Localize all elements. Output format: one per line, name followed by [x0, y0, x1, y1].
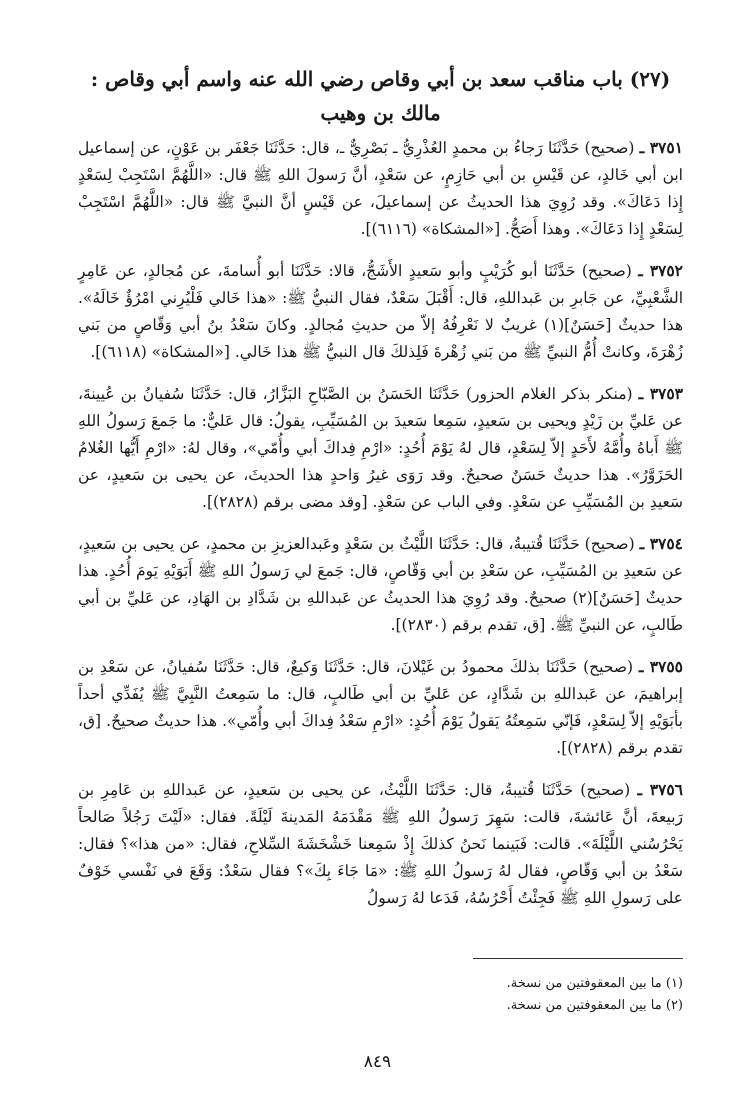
hadith-3751 — [78, 134, 683, 243]
hadith-text: (صحيح) حَدَّثَنَا قُتيبةُ، قال: حَدَّثَنَا اللَّيْثُ، عن يحيى بن سَعيدٍ، عن عَبداللهِ بن عَامِرِ بن رَبيعةَ، أنَّ عَائشةَ، قالت: سَهِرَ رَسولُ اللهِ ﷺ مَقْدَمَهُ المَدينةَ لَيْلَةً. فقال: «لَيْتَ رَجُلاً صَالحاً يَحْرُسُني اللَّيْلَةَ». قالت: فَبَينما نَحنُ كذلكَ إِذْ سَمِعنا خَشْخَشَةَ السِّلاحِ، فقال: «من هذا»؟ فقال: سَعْدُ بن أبي وَقّاصٍ، فقال لهُ رَسولُ اللهِ ﷺ: «مَا جَاءَ بِكَ»؟ فقال سَعْدٌ: وَقَعَ في نَفْسي خَوْفٌ على رَسولِ اللهِ ﷺ فَجِئْتُ أَحْرُسُهُ، فَدَعا لهُ رَسولُ — [78, 781, 683, 907]
footnote-divider — [473, 958, 683, 959]
hadith-number: ٣٧٥٣ ـ — [638, 384, 683, 403]
hadith-number: ٣٧٥٦ ـ — [637, 780, 683, 799]
hadith-text: (صحيح) حَدَّثَنَا قُتيبةُ، قال: حَدَّثَنَا اللَّيْثُ بن سَعْدٍ وعَبدالعزيزِ بن محمدٍ، عن يحيى بن سَعيدٍ، عن سَعيدِ بن المُسَيِّبِ، عن سَعْدِ بن أبي وَقّاصٍ، قال: جَمعَ لي رَسولُ اللهِ ﷺ أَبَوَيْهِ يَومَ أُحُدٍ. هذا حديثٌ [حَسَنٌ](٢) صحيحٌ. وقد رُوِيَ هذا الحديثُ عن عَبداللهِ بن شَدَّادِ بن الهَادِ، عن عَليِّ بن أبي طَالبٍ، عن النبيِّ ﷺ. [ق، تقدم برقم (٢٨٣٠)]. — [78, 535, 683, 634]
chapter-title: (٢٧) باب مناقب سعد بن أبي وقاص رضي الله عنه واسم أبي وقاص : مالك بن وهيب — [90, 67, 671, 125]
hadith-number: ٣٧٥٥ ـ — [638, 657, 683, 676]
hadith-3754 — [78, 530, 683, 639]
hadith-3752 — [78, 257, 683, 366]
hadith-3755 — [78, 653, 683, 762]
hadith-text: (صحيح) حَدَّثَنَا بذلكَ محمودُ بن غَيْلانَ، قال: حَدَّثَنَا وَكيعٌ، قال: حَدَّثَنَا سُفيانُ، عن سَعْدِ بن إبراهيمَ، عن عَبداللهِ بن شَدَّادٍ، عن عَليِّ بن أبي طَالبٍ، قال: ما سَمِعتُ النَّبِيَّ ﷺ يُفَدِّي أحداً بأبَوَيْهِ إلاّ لِسَعْدٍ، فَإنّي سَمِعتُهُ يَقولُ يَوْمَ أُحُدٍ: «ارْمِ سَعْدُ فِداكَ أبي وأُمّي». هذا حديثٌ صحيحٌ. [ق، تقدم برقم (٢٨٢٨)]. — [78, 658, 683, 757]
hadith-3753 — [78, 380, 683, 516]
hadith-text: (صحيح) حَدَّثَنَا رَجاءُ بن محمدٍ العُذْرِيُّ ـ بَصْرِيٌّ ـ، قال: حَدَّثَنَا جَعْفَر بن عَوْنٍ، عن إسماعيل ابن أبي خَالدٍ، عن قَيْسِ بن أبي حَازِمٍ، عن سَعْدٍ، أنَّ رَسولَ اللهِ ﷺ قال: «اللَّهُمَّ اسْتَجِبْ لِسَعْدٍ إِذا دَعَاكَ». وقد رُوِيَ هذا الحديثُ عن إسماعيلَ، عن قَيْسٍ أنَّ النبيَّ ﷺ قال: «اللَّهُمَّ اسْتَجِبْ لِسَعْدٍ إِذا دَعَاكَ». وهذا أَصَحُّ. [«المشكاة» (٦١١٦)]. — [78, 139, 683, 238]
hadith-number: ٣٧٥٤ ـ — [639, 534, 684, 553]
hadith-number: ٣٧٥٢ ـ — [638, 261, 683, 280]
hadith-text: (صحيح) حَدَّثَنَا أبو كُرَيْبٍ وأبو سَعيدٍ الأَشَجُّ، قالا: حَدَّثَنَا أبو أُسامةَ، عن مُجالدٍ، عن عَامِرٍ الشَّعْبِيِّ، عن جَابرِ بن عَبداللهِ، قال: أَقْبَلَ سَعْدٌ، فقال النبيُّ ﷺ: «هذا خَالي فَلْيُرِني امْرُؤٌ خَالَهُ». هذا حديثٌ [حَسَنٌ](١) غريبٌ لا نَعْرِفُهُ إلاّ من حديثِ مُجالدٍ. وكانَ سَعْدُ بنُ أبي وَقّاصٍ من بَني زُهْرَةَ، وكانتْ أُمُّ النبيِّ ﷺ من بَني زُهْرةَ فَلِذلكَ قال النبيُّ ﷺ هذا خَالي. [«المشكاة» (٦١١٨)]. — [78, 262, 684, 361]
hadith-text: (منكر بذكر الغلام الحزور) حَدَّثَنَا الحَسَنُ بن الصَّبّاحِ البَزَّارُ، قال: حَدَّثَنَا سُفيانُ بن عُيينةَ، عن عَليِّ بن زَيْدٍ ويحيى بن سَعيدٍ، سَمِعا سَعيدَ بن المُسَيِّبِ، يقولُ: قال عَليٌّ: ما جَمعَ رَسولُ اللهِ ﷺ أَباهُ وأُمَّهُ لأَحَدٍ إلاّ لِسَعْدٍ، قال لهُ يَوْمَ أُحُدٍ: «ارْمِ فِداكَ أبي وأُمّي»، وقال لهُ: «ارْمِ أَيُّها الغُلامُ الحَزَوَّرُ». هذا حديثٌ حَسَنٌ صحيحٌ. وقد رَوَى غيرُ وَاحدٍ هذا الحديثَ، عن يحيى بن سَعيدٍ، عن سَعيدِ بن المُسَيِّبِ عن سَعْدٍ. وفي الباب عن سَعْدٍ. [وقد مضى برقم (٢٨٢٨)]. — [78, 385, 683, 511]
page-number: ٨٤٩ — [363, 1052, 392, 1072]
footnote-2: (٢) ما بين المعقوفتين من نسخة. — [506, 998, 683, 1013]
hadith-3756 — [78, 776, 683, 912]
footnote-1: (١) ما بين المعقوفتين من نسخة. — [506, 976, 683, 991]
hadith-number: ٣٧٥١ ـ — [639, 138, 684, 157]
footnotes — [78, 958, 683, 1017]
page-body — [78, 62, 683, 926]
